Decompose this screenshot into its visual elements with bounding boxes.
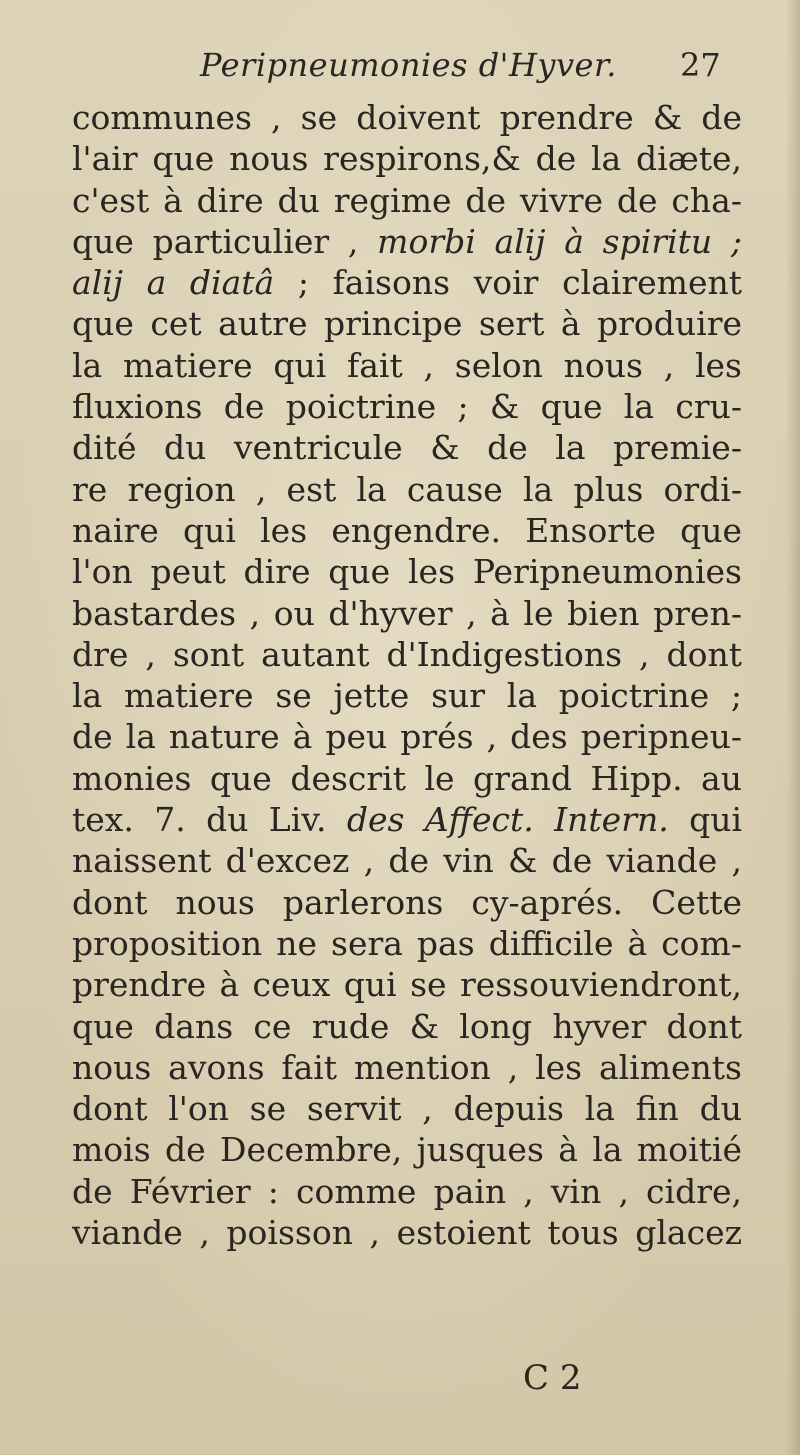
text-line bbox=[72, 180, 742, 221]
text-segment: l'on peut dire que les Peripneumonies bbox=[72, 552, 742, 592]
text-segment: que dans ce rude & long hyver dont bbox=[72, 1006, 742, 1046]
text-line bbox=[72, 345, 742, 386]
text-line bbox=[72, 882, 742, 923]
text-line bbox=[72, 1006, 742, 1047]
italic-text-segment: morbi alij à spiritu ; bbox=[377, 221, 742, 261]
text-line bbox=[72, 675, 742, 716]
text-segment: dre , sont autant d'Indigestions , dont bbox=[72, 634, 742, 674]
text-line bbox=[72, 634, 742, 675]
text-segment: nous avons fait mention , les aliments bbox=[72, 1047, 742, 1087]
italic-text-segment: des Affect. Intern. bbox=[346, 800, 669, 840]
running-title: Peripneumonies d'Hyver. bbox=[200, 46, 617, 84]
text-segment: la matiere se jette sur la poictrine ; bbox=[72, 676, 742, 716]
text-line bbox=[72, 758, 742, 799]
text-segment: c'est à dire du regime de vivre de cha- bbox=[72, 180, 742, 220]
text-segment: qui bbox=[668, 800, 743, 840]
text-line bbox=[72, 799, 742, 840]
text-segment: proposition ne sera pas difficile à com- bbox=[72, 923, 742, 963]
text-segment: dité du ventricule & de la premie- bbox=[72, 428, 742, 468]
text-segment: naire qui les engendre. Ensorte que bbox=[72, 510, 742, 550]
text-segment: dont l'on se servit , depuis la fin du bbox=[72, 1089, 742, 1129]
text-line bbox=[72, 1212, 742, 1253]
text-segment: que cet autre principe sert à produire bbox=[72, 304, 742, 344]
italic-text-segment: alij a diatâ bbox=[72, 263, 275, 303]
text-line bbox=[72, 510, 742, 551]
text-segment: monies que descrit le grand Hipp. au bbox=[72, 758, 742, 798]
text-line bbox=[72, 469, 742, 510]
text-segment: tex. 7. du Liv. bbox=[72, 800, 347, 840]
text-line bbox=[72, 593, 742, 634]
page-edge-shadow bbox=[786, 0, 800, 1455]
text-line bbox=[72, 1047, 742, 1088]
text-line bbox=[72, 1129, 742, 1170]
text-segment: ; faisons voir clairement bbox=[274, 263, 742, 303]
text-segment: bastardes , ou d'hyver , à le bien pren- bbox=[72, 593, 742, 633]
text-line bbox=[72, 427, 742, 468]
signature-mark: C 2 bbox=[523, 1358, 582, 1398]
text-line bbox=[72, 138, 742, 179]
text-line bbox=[72, 964, 742, 1005]
text-segment: naissent d'excez , de vin & de viande , bbox=[72, 841, 742, 881]
text-segment: communes , se doivent prendre & de bbox=[72, 98, 742, 137]
text-line bbox=[72, 923, 742, 964]
text-segment: l'air que nous respirons,& de la diæte, bbox=[72, 139, 742, 179]
text-segment: la matiere qui fait , selon nous , les bbox=[72, 345, 742, 385]
text-line bbox=[72, 716, 742, 757]
text-segment: de Février : comme pain , vin , cidre, bbox=[72, 1171, 742, 1211]
text-segment: mois de Decembre, jusques à la moitié bbox=[72, 1130, 742, 1170]
body-text bbox=[72, 97, 742, 1253]
page-number: 27 bbox=[680, 46, 721, 84]
text-segment: viande , poisson , estoient tous glacez bbox=[72, 1213, 742, 1253]
text-segment: re region , est la cause la plus ordi- bbox=[72, 469, 742, 509]
text-line bbox=[72, 97, 742, 138]
text-line bbox=[72, 840, 742, 881]
text-line bbox=[72, 221, 742, 262]
text-line bbox=[72, 1088, 742, 1129]
page-header bbox=[0, 42, 800, 92]
text-line bbox=[72, 551, 742, 592]
text-segment: fluxions de poictrine ; & que la cru- bbox=[72, 387, 742, 427]
text-line bbox=[72, 303, 742, 344]
text-segment: prendre à ceux qui se ressouviendront, bbox=[72, 965, 742, 1005]
text-line bbox=[72, 1171, 742, 1212]
text-segment: dont nous parlerons cy-aprés. Cette bbox=[72, 882, 742, 922]
text-line bbox=[72, 262, 742, 303]
text-segment: de la nature à peu prés , des peripneu- bbox=[72, 717, 742, 757]
text-segment: que particulier , bbox=[72, 221, 378, 261]
text-line bbox=[72, 386, 742, 427]
